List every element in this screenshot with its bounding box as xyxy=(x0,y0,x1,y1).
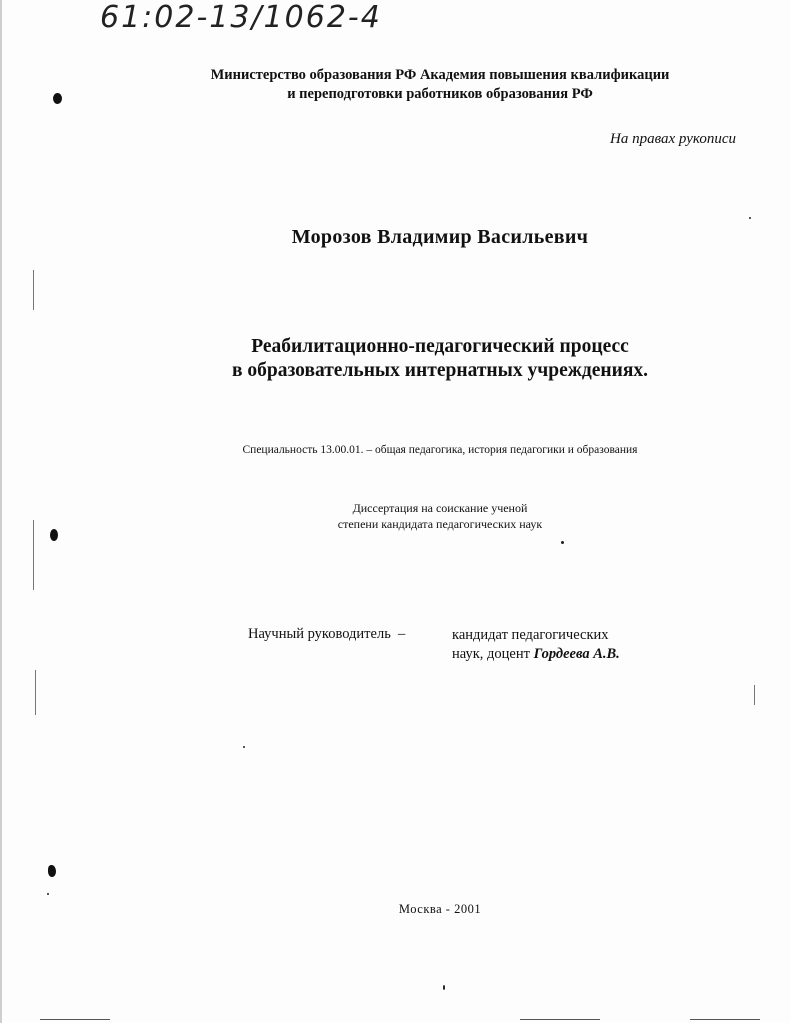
dissertation-type xyxy=(0,500,791,532)
catalog-number: 61:02-13/1062-4 xyxy=(100,0,382,35)
dissertation-line-1: Диссертация на соискание ученой xyxy=(352,501,528,515)
advisor-name: Гордеева А.В. xyxy=(533,646,620,662)
ministry-header xyxy=(120,66,760,104)
ministry-line-1: Министерство образования РФ Академия повышения квалификации xyxy=(210,67,670,83)
punch-hole-mark-2 xyxy=(50,529,58,541)
advisor-degree-line-1: кандидат педагогических xyxy=(452,627,609,643)
dissertation-title xyxy=(0,335,791,383)
title-line-2: в образовательных интернатных учреждениях. xyxy=(231,360,649,381)
speck-1 xyxy=(243,746,245,748)
speck-5 xyxy=(749,217,751,219)
title-line-1: Реабилитационно-педагогический процесс xyxy=(251,336,629,357)
city-year: Москва - 2001 xyxy=(398,902,482,916)
punch-hole-mark-3 xyxy=(48,865,56,877)
scan-line-bottom-2 xyxy=(520,1019,600,1020)
scan-line-right-1 xyxy=(754,685,755,705)
scan-line-left-2 xyxy=(33,520,34,590)
advisor-role: Научный руководитель – xyxy=(248,626,406,642)
specialty-line: Специальность 13.00.01. – общая педагогика, история педагогики и образования xyxy=(242,444,638,456)
dissertation-line-2: степени кандидата педагогических наук xyxy=(337,517,543,531)
scan-line-left-3 xyxy=(35,670,36,715)
advisor-info xyxy=(452,626,620,664)
advisor-degree-line-2 xyxy=(452,645,620,664)
speck-3 xyxy=(443,985,445,990)
speck-2 xyxy=(561,541,564,544)
scan-line-left-1 xyxy=(33,270,34,310)
scan-line-bottom-3 xyxy=(690,1019,760,1020)
manuscript-note: На правах рукописи xyxy=(610,131,736,147)
punch-hole-mark-1 xyxy=(53,93,62,104)
author-name: Морозов Владимир Васильевич xyxy=(291,226,589,248)
speck-4 xyxy=(47,893,49,895)
ministry-line-2: и переподготовки работников образования РФ xyxy=(287,86,593,102)
advisor-degree-prefix: наук, доцент xyxy=(452,646,534,662)
scan-line-bottom-1 xyxy=(40,1019,110,1020)
